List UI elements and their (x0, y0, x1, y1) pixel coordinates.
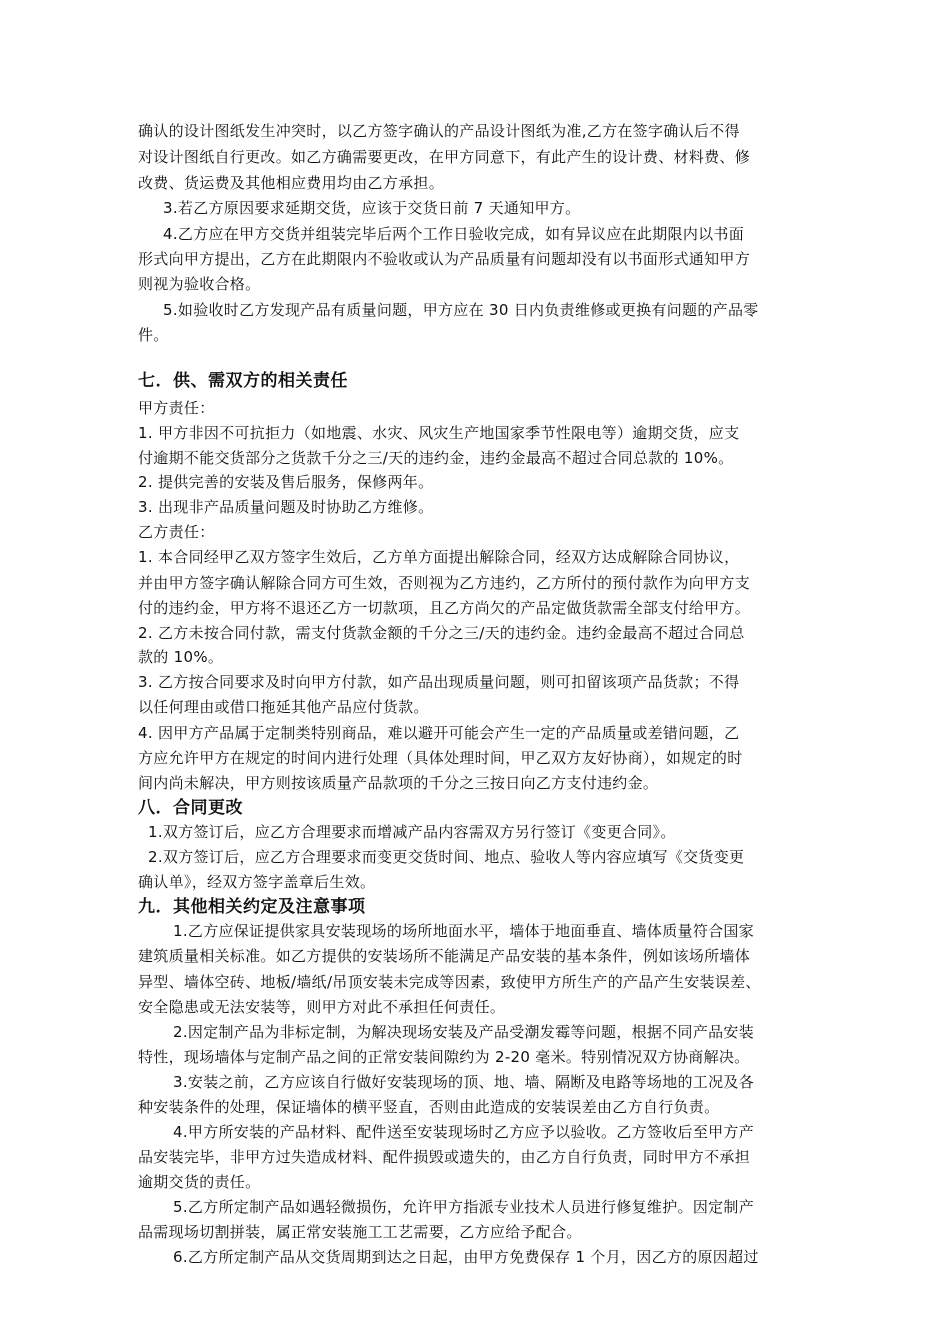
text-line: 6.乙方所定制产品从交货周期到达之日起，由甲方免费保存 1 个月，因乙方的原因超过 (173, 1248, 759, 1266)
text-line: 安全隐患或无法安装等，则甲方对此不承担任何责任。 (138, 998, 506, 1016)
text-line: 3.安装之前，乙方应该自行做好安装现场的顶、地、墙、隔断及电路等场地的工况及各 (173, 1073, 755, 1091)
text-line: 2.双方签订后，应乙方合理要求而变更交货时间、地点、验收人等内容应填写《交货变更 (148, 848, 745, 866)
text-line: 品需现场切割拼装，属正常安装施工工艺需要，乙方应给予配合。 (138, 1223, 582, 1241)
text-line: 甲方责任： (138, 399, 215, 417)
text-line: 4.甲方所安装的产品材料、配件送至安装现场时乙方应予以验收。乙方签收后至甲方产 (173, 1123, 755, 1141)
text-line: 建筑质量相关标准。如乙方提供的安装场所不能满足产品安装的基本条件，例如该场所墙体 (138, 947, 751, 965)
text-line: 付逾期不能交货部分之货款千分之三/天的违约金，违约金最高不超过合同总款的 10%。 (138, 449, 734, 467)
text-line: 以任何理由或借口拖延其他产品应付货款。 (138, 698, 429, 716)
text-line: 则视为验收合格。 (138, 275, 261, 293)
text-line: 2. 提供完善的安装及售后服务，保修两年。 (138, 473, 434, 491)
text-line: 4. 因甲方产品属于定制类特别商品，难以避开可能会产生一定的产品质量或差错问题，乙 (138, 724, 740, 742)
text-line: 件。 (138, 326, 169, 344)
text-line: 款的 10%。 (138, 648, 224, 666)
text-line: 1. 本合同经甲乙双方签字生效后，乙方单方面提出解除合同，经双方达成解除合同协议， (138, 548, 740, 566)
text-line: 确认单》，经双方签字盖章后生效。 (138, 873, 376, 891)
text-line: 方应允许甲方在规定的时间内进行处理（具体处理时间，甲乙双方友好协商），如规定的时 (138, 749, 743, 767)
text-line: 品安装完毕，非甲方过失造成材料、配件损毁或遗失的，由乙方自行负责，同时甲方不承担 (138, 1148, 751, 1166)
text-line: 并由甲方签字确认解除合同方可生效，否则视为乙方违约，乙方所付的预付款作为向甲方支 (138, 574, 751, 592)
section-heading: 七．供、需双方的相关责任 (138, 371, 348, 391)
text-line: 种安装条件的处理，保证墙体的横平竖直，否则由此造成的安装误差由乙方自行负责。 (138, 1098, 720, 1116)
text-line: 3.若乙方原因要求延期交货，应该于交货日前 7 天通知甲方。 (163, 199, 581, 217)
text-line: 3. 出现非产品质量问题及时协助乙方维修。 (138, 498, 434, 516)
text-line: 逾期交货的责任。 (138, 1173, 261, 1191)
text-line: 2. 乙方未按合同付款，需支付货款金额的千分之三/天的违约金。违约金最高不超过合同总 (138, 624, 745, 642)
text-line: 特性，现场墙体与定制产品之间的正常安装间隙约为 2-20 毫米。特别情况双方协商解决。 (138, 1048, 750, 1066)
text-line: 5.乙方所定制产品如遇轻微损伤，允许甲方指派专业技术人员进行修复维护。因定制产 (173, 1198, 755, 1216)
text-line: 对设计图纸自行更改。如乙方确需要更改，在甲方同意下，有此产生的设计费、材料费、修 (138, 148, 751, 166)
text-line: 1. 甲方非因不可抗拒力（如地震、水灾、风灾生产地国家季节性限电等）逾期交货，应支 (138, 424, 740, 442)
text-line: 形式向甲方提出，乙方在此期限内不验收或认为产品质量有问题却没有以书面形式通知甲方 (138, 250, 751, 268)
section-heading: 八．合同更改 (138, 798, 243, 818)
text-line: 2.因定制产品为非标定制，为解决现场安装及产品受潮发霉等问题，根据不同产品安装 (173, 1023, 755, 1041)
text-line: 4.乙方应在甲方交货并组装完毕后两个工作日验收完成，如有异议应在此期限内以书面 (163, 225, 745, 243)
text-line: 改费、货运费及其他相应费用均由乙方承担。 (138, 174, 445, 192)
text-line: 间内尚未解决，甲方则按该质量产品款项的千分之三按日向乙方支付违约金。 (138, 774, 659, 792)
section-heading: 九．其他相关约定及注意事项 (138, 897, 366, 917)
text-line: 5.如验收时乙方发现产品有质量问题，甲方应在 30 日内负责维修或更换有问题的产品零 (163, 301, 759, 319)
text-line: 确认的设计图纸发生冲突时，以乙方签字确认的产品设计图纸为准,乙方在签字确认后不得 (138, 122, 740, 140)
text-line: 付的违约金，甲方将不退还乙方一切款项，且乙方尚欠的产品定做货款需全部支付给甲方。 (138, 599, 751, 617)
text-line: 异型、墙体空砖、地板/墙纸/吊顶安装未完成等因素，致使甲方所生产的产品产生安装误差、 (138, 973, 761, 991)
text-line: 3. 乙方按合同要求及时向甲方付款，如产品出现质量问题，则可扣留该项产品货款；不得 (138, 673, 740, 691)
text-line: 乙方责任： (138, 523, 215, 541)
text-line: 1.双方签订后，应乙方合理要求而增减产品内容需双方另行签订《变更合同》。 (148, 823, 676, 841)
text-line: 1.乙方应保证提供家具安装现场的场所地面水平，墙体于地面垂直、墙体质量符合国家 (173, 922, 755, 940)
